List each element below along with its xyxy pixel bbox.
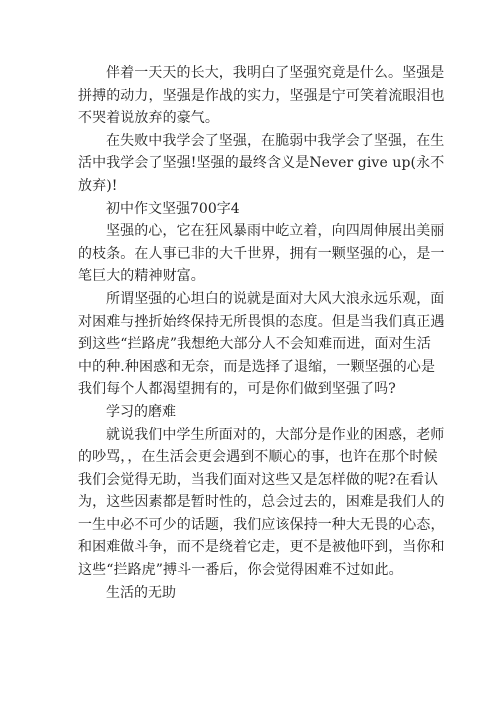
document-body	[78, 62, 445, 604]
heading-text: 初中作文坚强700字4	[106, 200, 240, 217]
heading-text: 生活的无助	[106, 584, 176, 601]
paragraph-line: 为，这些因素都是暂时性的，总会过去的，困难是我们人的	[78, 494, 445, 511]
paragraph-line: 拼搏的动力，坚强是作战的实力，坚强是宁可笑着流眼泪也	[78, 87, 445, 104]
paragraph-line: 的吵骂，，在生活会更会遇到不顺心的事，也许在那个时候	[78, 449, 438, 466]
paragraph-line: 坚强的心，它在狂风暴雨中屹立着，向四周伸展出美丽	[106, 223, 445, 240]
paragraph-line: 放弃)!	[78, 177, 118, 194]
paragraph-line: 我们每个人都渴望拥有的，可是你们做到坚强了吗?	[78, 381, 396, 398]
paragraph-line: 对困难与挫折始终保持无所畏惧的态度。但是当我们真正遇	[78, 313, 445, 330]
section-heading	[78, 582, 434, 605]
paragraph-line: 到这些“拦路虎”我想绝大部分人不会知难而进，面对生活	[78, 336, 431, 353]
paragraph-line: 伴着一天天的长大，我明白了坚强究竟是什么。坚强是	[106, 65, 445, 81]
section-heading	[78, 401, 434, 424]
paragraph	[78, 220, 445, 288]
paragraph-line: 就说我们中学生所面对的，大部分是作业的困惑，老师	[106, 426, 445, 443]
paragraph-line: 笔巨大的精神财富。	[78, 268, 205, 285]
paragraph-line: 活中我学会了坚强!坚强的最终含义是Never give up(永不	[78, 155, 445, 172]
paragraph-line: 所谓坚强的心坦白的说就是面对大风大浪永远乐观，面	[106, 290, 445, 307]
paragraph-line: 的枝条。在人事已非的大千世界，拥有一颗坚强的心，是一	[78, 245, 445, 262]
section-heading	[78, 198, 434, 221]
heading-text: 学习的磨难	[106, 403, 176, 420]
paragraph-line: 不哭着说放弃的豪气。	[78, 110, 219, 127]
paragraph	[78, 130, 445, 198]
paragraph-line: 和困难做斗争，而不是绕着它走，更不是被他吓到，当你和	[78, 539, 445, 556]
paragraph-line: 这些“拦路虎”搏斗一番后，你会觉得困难不过如此。	[78, 562, 403, 579]
paragraph-line: 一生中必不可少的话题，我们应该保持一种大无畏的心态，	[78, 516, 445, 533]
paragraph-line: 在失败中我学会了坚强，在脆弱中我学会了坚强，在生	[106, 132, 445, 149]
paragraph-line: 中的种.种困惑和无奈，而是选择了退缩，一颗坚强的心是	[78, 358, 436, 375]
paragraph	[78, 424, 445, 582]
paragraph-line: 我们会觉得无助，当我们面对这些又是怎样做的呢?在看认	[78, 471, 439, 488]
paragraph	[78, 62, 445, 130]
paragraph	[78, 288, 445, 401]
